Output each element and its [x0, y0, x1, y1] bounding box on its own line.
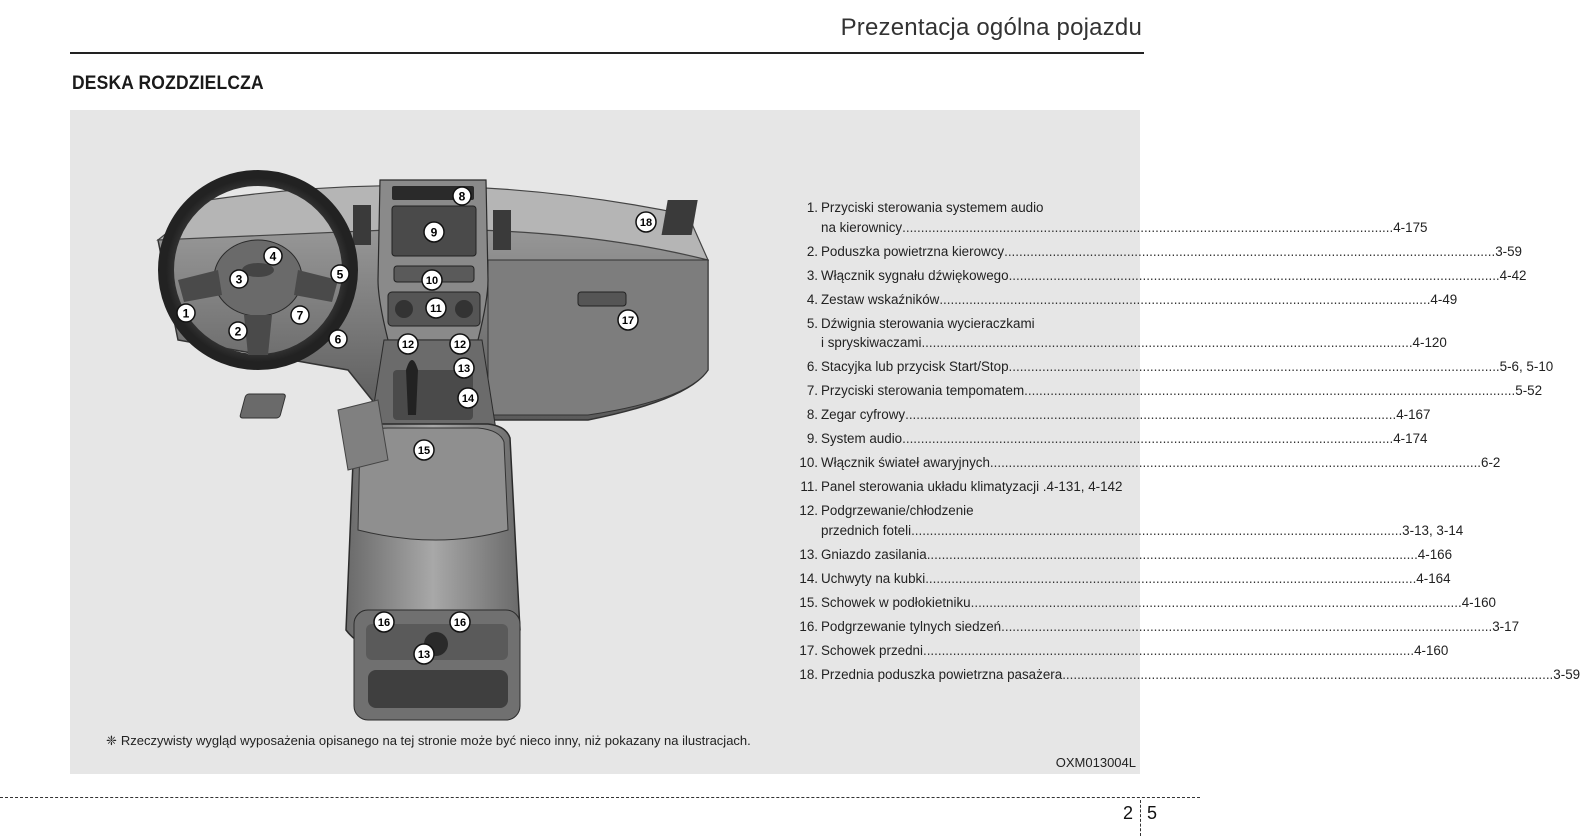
- svg-text:7: 7: [296, 308, 304, 323]
- legend-line: [821, 218, 1427, 238]
- legend-line: [821, 266, 1526, 286]
- legend-page-ref: 6-2: [1481, 455, 1501, 470]
- dot-leader: [939, 290, 1430, 310]
- legend-text: i spryskiwaczami: [821, 335, 922, 350]
- svg-text:2: 2: [234, 324, 242, 339]
- dashboard-illustration: [148, 170, 788, 730]
- legend-text: Zestaw wskaźników: [821, 291, 940, 307]
- legend-item: [794, 501, 1464, 540]
- dot-leader: [921, 333, 1412, 353]
- dot-leader: [927, 545, 1418, 565]
- legend-line: [821, 521, 1463, 541]
- legend-item: [794, 290, 1458, 310]
- footer-rule: [0, 797, 1200, 798]
- svg-text:15: 15: [417, 445, 431, 457]
- svg-text:17: 17: [621, 315, 635, 327]
- svg-text:12: 12: [453, 339, 467, 351]
- legend-line: [821, 357, 1553, 377]
- legend-number: 6.: [806, 359, 818, 374]
- legend-item: [794, 405, 1431, 425]
- legend-number: 4.: [806, 291, 818, 307]
- svg-text:10: 10: [425, 275, 439, 287]
- dot-leader: [902, 218, 1393, 238]
- legend-page-ref: 3-59: [1495, 243, 1522, 259]
- wheel-spoke-bottom: [244, 315, 272, 355]
- legend-line: [821, 593, 1496, 613]
- dot-leader: [1009, 266, 1500, 286]
- svg-text:1: 1: [182, 306, 190, 321]
- callout-13-front: [454, 358, 474, 378]
- callout-10: [422, 270, 442, 290]
- svg-text:13: 13: [417, 649, 431, 661]
- legend-text: Włącznik świateł awaryjnych: [821, 455, 990, 470]
- legend-number: 5.: [806, 315, 818, 331]
- legend-page-ref: 5-52: [1515, 383, 1543, 398]
- legend-line: [821, 381, 1542, 401]
- legend-text: na kierownicy: [821, 219, 903, 235]
- page-heading: DESKA ROZDZIELCZA: [72, 73, 264, 94]
- svg-text:4: 4: [269, 249, 277, 264]
- legend-item: [794, 545, 1453, 565]
- legend-number: 9.: [806, 431, 818, 446]
- callout-11: [426, 298, 446, 318]
- legend-number: 18.: [799, 666, 818, 682]
- dot-leader: [1062, 665, 1553, 685]
- legend-page-ref: 5-6, 5-10: [1499, 359, 1554, 374]
- legend-text: Przyciski sterowania systemem audio: [821, 200, 1044, 215]
- dot-leader: [1001, 617, 1492, 637]
- callout-13-rear: [414, 644, 434, 664]
- legend-line: [821, 453, 1500, 473]
- legend-item: [794, 242, 1522, 262]
- dot-leader: [1024, 381, 1515, 401]
- legend-number: 13.: [799, 546, 818, 562]
- svg-text:13: 13: [457, 363, 471, 375]
- legend-line: [821, 198, 1427, 218]
- legend-number: 7.: [806, 383, 818, 398]
- legend-item: [794, 569, 1451, 589]
- legend-text: Podgrzewanie/chłodzenie: [821, 503, 974, 518]
- legend-line: [821, 242, 1522, 262]
- legend-line: [821, 501, 1463, 521]
- legend-page-ref: 4-120: [1412, 335, 1447, 350]
- svg-text:9: 9: [430, 225, 438, 240]
- glovebox-panel: [488, 260, 708, 415]
- svg-text:11: 11: [430, 303, 442, 315]
- legend-item: [794, 314, 1447, 353]
- legend-text: Panel sterowania układu klimatyzacji .4-131, 4-142: [821, 479, 1123, 494]
- legend-text: Gniazdo zasilania: [821, 546, 927, 562]
- dot-leader: [1004, 242, 1495, 262]
- legend-page-ref: 4-164: [1416, 570, 1451, 586]
- dot-leader: [902, 429, 1393, 449]
- legend-page-ref: 4-167: [1396, 407, 1431, 422]
- legend-item: [794, 477, 1123, 497]
- page-number-separator: [1140, 800, 1141, 836]
- dot-leader: [905, 405, 1396, 425]
- legend-line: [821, 405, 1430, 425]
- legend-line: [821, 569, 1451, 589]
- title-rule: [70, 52, 1144, 54]
- legend-item: [794, 429, 1428, 449]
- legend-page-ref: 4-42: [1499, 267, 1527, 283]
- figure-code: OXM013004L: [1055, 755, 1136, 770]
- legend-number: 15.: [799, 594, 818, 610]
- legend-item: [794, 593, 1496, 613]
- svg-text:18: 18: [639, 217, 653, 229]
- section-title: Prezentacja ogólna pojazdu: [840, 14, 1142, 41]
- callout-18: [636, 212, 656, 232]
- callout-8: [453, 187, 471, 205]
- note-symbol: ❈: [106, 733, 117, 748]
- callout-9: [424, 222, 444, 242]
- legend-line: [821, 290, 1457, 310]
- legend-list: [794, 198, 1580, 689]
- svg-text:16: 16: [377, 617, 391, 629]
- legend-line: [821, 617, 1519, 637]
- legend-line: [821, 641, 1448, 661]
- page-number: 5: [1147, 803, 1158, 823]
- legend-text: System audio: [821, 431, 903, 446]
- illustration-note: [106, 733, 751, 749]
- callout-2: [229, 322, 247, 340]
- legend-number: 2.: [806, 243, 818, 259]
- callout-16-left: [374, 612, 394, 632]
- dot-leader: [990, 453, 1481, 473]
- legend-page-ref: 4-49: [1430, 291, 1458, 307]
- legend-item: [794, 381, 1543, 401]
- legend-text: Zegar cyfrowy: [821, 407, 906, 422]
- legend-text: Podgrzewanie tylnych siedzeń: [821, 618, 1002, 634]
- dot-leader: [1009, 357, 1500, 377]
- legend-line: [821, 429, 1427, 449]
- svg-text:3: 3: [235, 272, 243, 287]
- dot-leader: [923, 641, 1414, 661]
- steering-hub: [214, 240, 302, 316]
- legend-page-ref: 3-17: [1492, 618, 1520, 634]
- legend-text: Uchwyty na kubki: [821, 570, 926, 586]
- callout-6: [329, 330, 347, 348]
- legend-page-ref: 3-59: [1553, 666, 1580, 682]
- legend-page-ref: 4-175: [1393, 219, 1428, 235]
- chapter-number: 2: [1123, 803, 1134, 823]
- svg-text:6: 6: [334, 332, 342, 347]
- legend-line: [821, 545, 1452, 565]
- center-vent-right: [493, 210, 511, 250]
- legend-item: [794, 641, 1449, 661]
- legend-text: przednich foteli: [821, 522, 912, 538]
- legend-page-ref: 4-174: [1393, 431, 1428, 446]
- callout-5: [331, 265, 349, 283]
- legend-item: [794, 453, 1501, 473]
- legend-text: Dźwignia sterowania wycieraczkami: [821, 315, 1035, 331]
- climate-knob-left: [395, 300, 413, 318]
- figure-panel: [70, 110, 1580, 774]
- legend-page-ref: 4-166: [1417, 546, 1453, 562]
- legend-number: 16.: [799, 618, 818, 634]
- legend-item: [794, 198, 1428, 237]
- legend-item: [794, 617, 1520, 637]
- svg-text:14: 14: [461, 393, 475, 405]
- legend-number: 8.: [806, 407, 818, 422]
- callout-16-right: [450, 612, 470, 632]
- dot-leader: [911, 521, 1402, 541]
- legend-number: 11.: [800, 479, 818, 494]
- center-vent-left: [353, 205, 371, 245]
- callout-3: [230, 270, 248, 288]
- dot-leader: [971, 593, 1462, 613]
- passenger-vent: [662, 200, 698, 235]
- svg-text:12: 12: [401, 339, 415, 351]
- legend-number: 12.: [799, 503, 818, 518]
- legend-number: 10.: [799, 455, 818, 470]
- legend-line: [821, 314, 1447, 334]
- callout-7: [291, 306, 309, 324]
- legend-line: [821, 477, 1122, 497]
- legend-line: [821, 333, 1447, 353]
- callout-15: [414, 440, 434, 460]
- callout-12-right: [450, 334, 470, 354]
- legend-item: [794, 357, 1554, 377]
- callout-17: [618, 310, 638, 330]
- legend-text: Przednia poduszka powietrzna pasażera: [821, 666, 1063, 682]
- note-text: Rzeczywisty wygląd wyposażenia opisanego na tej stronie może być nieco inny, niż pokazany na ilustracjach.: [120, 733, 751, 748]
- gear-lever: [406, 360, 418, 415]
- legend-number: 17.: [799, 642, 818, 658]
- legend-text: Przyciski sterowania tempomatem: [821, 383, 1025, 398]
- callout-14: [458, 388, 478, 408]
- legend-line: [821, 665, 1580, 685]
- legend-page-ref: 4-160: [1414, 642, 1449, 658]
- climate-knob-right: [455, 300, 473, 318]
- callout-4: [264, 247, 282, 265]
- glovebox-handle: [578, 292, 626, 306]
- callout-12-left: [398, 334, 418, 354]
- legend-item: [794, 665, 1580, 685]
- rear-tray: [368, 670, 508, 708]
- legend-number: 14.: [799, 570, 818, 586]
- legend-number: 1.: [806, 200, 818, 215]
- pedal: [240, 394, 286, 418]
- dot-leader: [925, 569, 1416, 589]
- legend-text: Schowek w podłokietniku: [821, 594, 971, 610]
- svg-text:16: 16: [453, 617, 467, 629]
- legend-number: 3.: [806, 267, 818, 283]
- svg-text:5: 5: [336, 267, 344, 282]
- legend-text: Poduszka powietrzna kierowcy: [821, 243, 1005, 259]
- legend-page-ref: 3-13, 3-14: [1402, 522, 1464, 538]
- legend-text: Schowek przedni: [821, 642, 923, 658]
- legend-page-ref: 4-160: [1461, 594, 1496, 610]
- legend-text: Włącznik sygnału dźwiękowego: [821, 267, 1009, 283]
- legend-text: Stacyjka lub przycisk Start/Stop: [821, 359, 1009, 374]
- svg-text:8: 8: [458, 189, 466, 204]
- callout-1: [177, 304, 195, 322]
- legend-item: [794, 266, 1527, 286]
